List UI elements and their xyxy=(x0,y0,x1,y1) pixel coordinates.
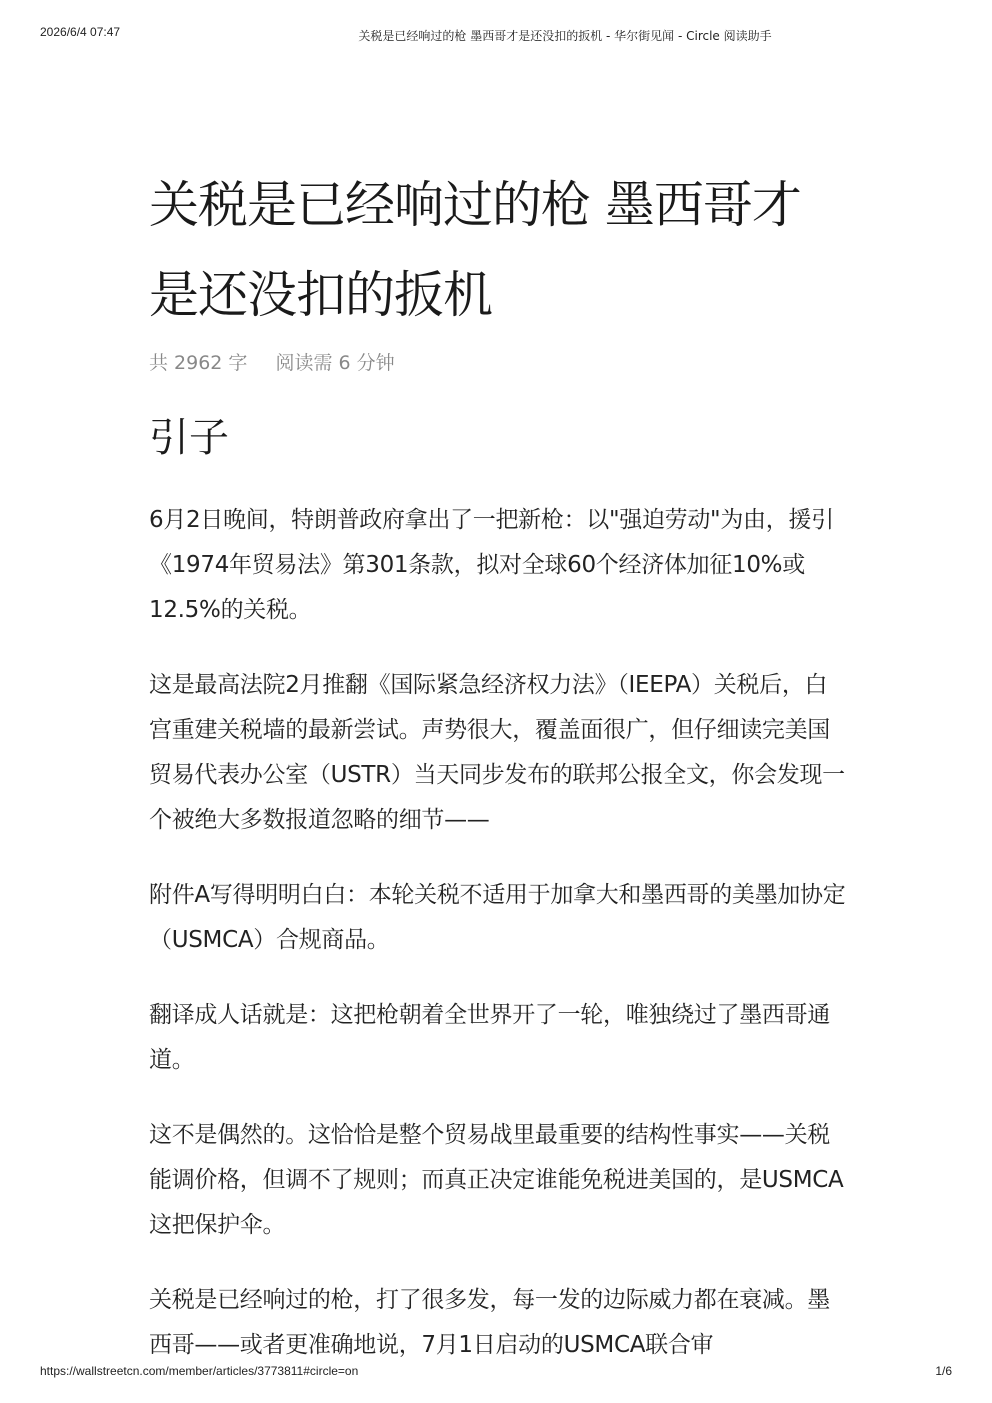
paragraph: 关税是已经响过的枪，打了很多发，每一发的边际威力都在衰减。墨西哥——或者更准确地说，7月1日启动的USMCA联合审 xyxy=(149,1287,831,1358)
print-url: https://wallstreetcn.com/member/articles/3773811#circle=on xyxy=(40,1364,359,1378)
paragraph: 6月2日晚间，特朗普政府拿出了一把新枪：以"强迫劳动"为由，援引《1974年贸易法》第301条款，拟对全球60个经济体加征10%或12.5%的关税。 xyxy=(149,507,834,623)
paragraph: 附件A写得明明白白：本轮关税不适用于加拿大和墨西哥的美墨加协定（USMCA）合规商品。 xyxy=(149,882,846,953)
print-datetime: 2026/6/4 07:47 xyxy=(40,25,121,39)
reading-time: 阅读需 6 分钟 xyxy=(275,352,395,374)
paragraph: 这不是偶然的。这恰恰是整个贸易战里最重要的结构性事实——关税能调价格，但调不了规则；而真正决定谁能免税进美国的，是USMCA这把保护伞。 xyxy=(149,1122,844,1238)
article-title: 关税是已经响过的枪 墨西哥才是还没扣的扳机 xyxy=(149,176,801,324)
article xyxy=(149,160,849,1368)
page-number: 1/6 xyxy=(935,1364,952,1378)
word-count: 共 2962 字 xyxy=(149,352,248,374)
print-document-title: 关税是已经响过的枪 墨西哥才是还没扣的扳机 - 华尔街见闻 - Circle 阅读助手 xyxy=(358,29,772,43)
article-meta xyxy=(149,348,849,378)
section-heading: 引子 xyxy=(149,415,229,461)
paragraph: 这是最高法院2月推翻《国际紧急经济权力法》（IEEPA）关税后，白宫重建关税墙的最新尝试。声势很大，覆盖面很广，但仔细读完美国贸易代表办公室（USTR）当天同步发布的联邦公报全文，你会发现一个被绝大多数报道忽略的细节—— xyxy=(149,672,845,833)
paragraph: 翻译成人话就是：这把枪朝着全世界开了一轮，唯独绕过了墨西哥通道。 xyxy=(149,1002,831,1073)
